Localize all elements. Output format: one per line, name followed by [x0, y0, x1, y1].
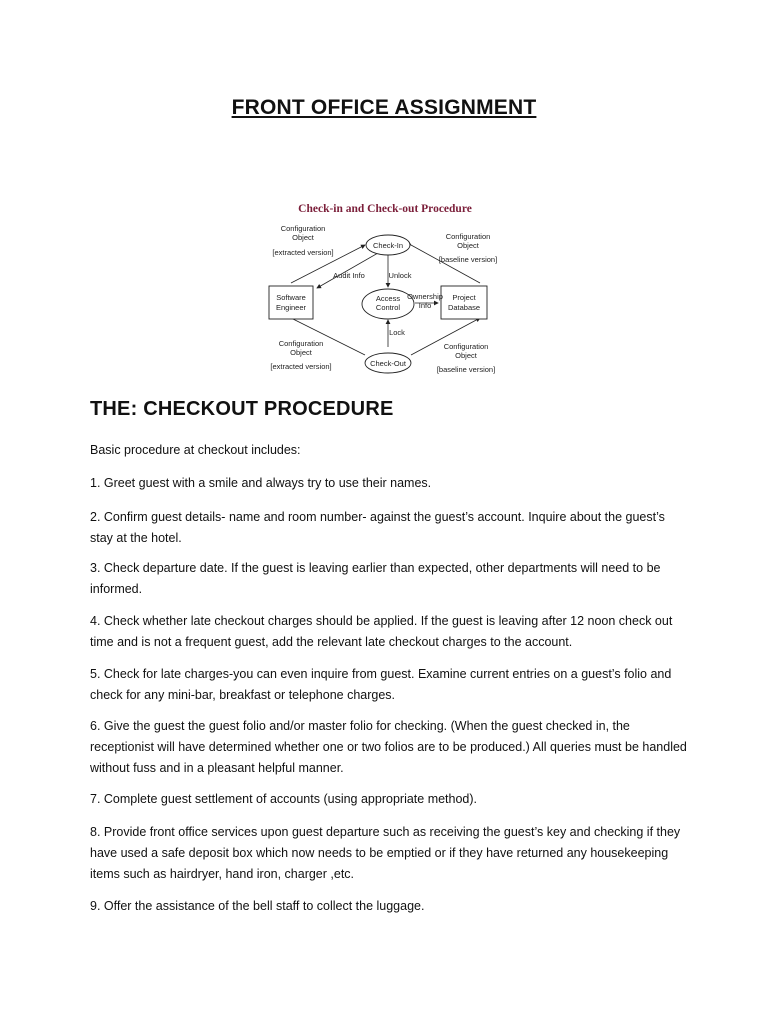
procedure-item-6: 6. Give the guest the guest folio and/or master folio for checking. (When the guest checked in, the receptionist will have determined whether one or two folios are to be produced.) All queries must be handled without fuss and in a pleasant helpful manner. [90, 719, 687, 775]
diagram-svg [263, 195, 508, 380]
label-audit-info: Audit Info [333, 271, 365, 280]
section-heading: THE: CHECKOUT PROCEDURE [90, 398, 394, 420]
node-software-engineer-label-2: Engineer [275, 303, 307, 312]
edge-checkin-to-database [411, 245, 480, 283]
procedure-item-2: 2. Confirm guest details- name and room number- against the guest’s account. Inquire about the guest’s stay at the hotel. [90, 510, 665, 545]
label-config-top-left-3: [extracted version] [272, 248, 334, 257]
node-check-out-label: Check-Out [370, 359, 406, 368]
label-config-top-left-1: Configuration [280, 224, 326, 233]
node-project-database-label-2: Database [447, 303, 481, 312]
procedure-item-1: 1. Greet guest with a smile and always try to use their names. [90, 476, 432, 490]
label-config-top-right-1: Configuration [445, 232, 491, 241]
label-config-top-right-2: Object [457, 241, 479, 250]
label-config-bottom-right-3: [baseline version] [436, 365, 496, 374]
label-lock: Lock [389, 328, 405, 337]
node-access-control-label-1: Access [375, 294, 401, 303]
procedure-item-9: 9. Offer the assistance of the bell staff to collect the luggage. [90, 899, 425, 913]
procedure-item-4: 4. Check whether late checkout charges should be applied. If the guest is leaving after 12 noon check out time and is not a frequent guest, add the relevant late checkout charges to the account. [90, 614, 673, 649]
procedure-item-3: 3. Check departure date. If the guest is leaving earlier than expected, other departments will need to be informed. [90, 561, 661, 596]
label-config-bottom-right-1: Configuration [443, 342, 489, 351]
procedure-item-8: 8. Provide front office services upon guest departure such as receiving the guest’s key and checking if they have used a safe deposit box which now needs to be emptied or if they have returned any housekeeping items such as hairdryer, hand iron, charger ,etc. [90, 825, 681, 881]
checkin-checkout-diagram [263, 195, 508, 380]
document-title: FRONT OFFICE ASSIGNMENT [231, 96, 537, 119]
label-unlock: Unlock [388, 271, 412, 280]
node-project-database-label-1: Project [452, 293, 476, 302]
label-config-bottom-right-2: Object [455, 351, 477, 360]
label-config-bottom-left-2: Object [290, 348, 312, 357]
procedure-item-7: 7. Complete guest settlement of accounts (using appropriate method). [90, 792, 478, 806]
diagram-title: Check-in and Check-out Procedure [298, 203, 472, 215]
label-config-bottom-left-3: [extracted version] [270, 362, 332, 371]
label-ownership-info-2: Info [418, 301, 432, 310]
intro-paragraph: Basic procedure at checkout includes: [90, 443, 301, 457]
node-access-control-label-2: Control [375, 303, 401, 312]
label-config-top-right-3: [baseline version] [438, 255, 498, 264]
label-ownership-info-1: Ownership [407, 292, 443, 301]
node-check-in-label: Check-In [372, 241, 404, 250]
label-config-top-left-2: Object [292, 233, 314, 242]
node-software-engineer-label-1: Software [276, 293, 306, 302]
procedure-item-5: 5. Check for late charges-you can even inquire from guest. Examine current entries on a guest’s folio and check for any mini-bar, breakfast or telephone charges. [90, 667, 672, 702]
label-config-bottom-left-1: Configuration [278, 339, 324, 348]
